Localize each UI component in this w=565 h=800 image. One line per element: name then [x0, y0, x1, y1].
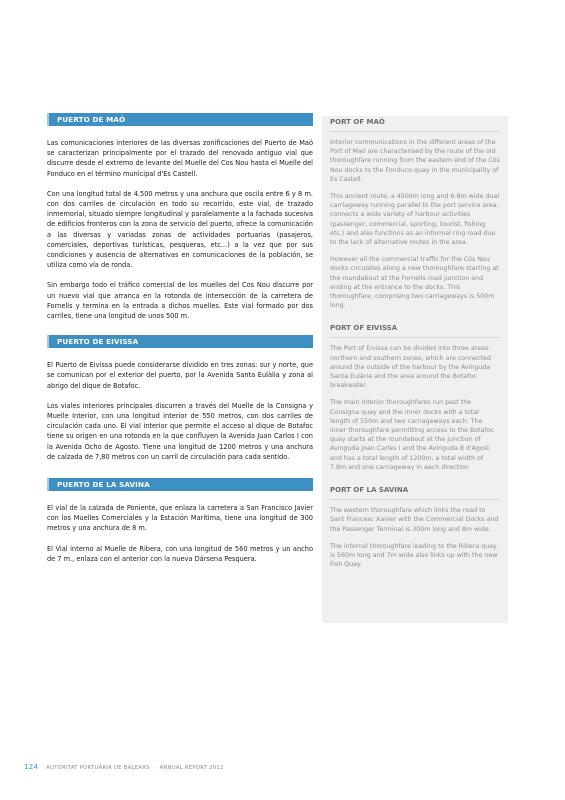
spanish-column	[47, 113, 313, 574]
paragraph: This ancient route, a 4500m long and 6-8m wide dual carriageway running parallel to the port service area, connects a wide variety of harbour activities (passenger, commercial, sporting, tourist, fishing etc.) and also functions as an informal ring road due to the lack of alternative routes in the area.	[330, 193, 500, 247]
paragraph: The internal thoroughfare leading to the Ribera quay is 560m long and 7m wide also links up with the new Fish Quay.	[330, 542, 498, 569]
section-heading-eivissa-en: PORT OF EIVISSA	[330, 322, 500, 338]
paragraph: Con una longitud total de 4.500 metros y una anchura que oscila entre 6 y 8 m. con dos carriles de circulación en todo su recorrido, este vial, de trazado inmemorial, situado siempre longitudinal y paralelamente a la fachada sucesiva de edificios fronteros con la zona de servicio del puerto, ofrece la comunicación a las diversas y variadas zonas de actividades portuarias (pasajeros, comerciales, deportivas turísticas, pesqueras, etc...) a la vez que por sus condiciones y ausencia de alternativas en comunicaciones de la población, se utiliza como vía de ronda.	[47, 189, 313, 270]
page-number: 124	[24, 763, 39, 771]
paragraph: The Port of Eivissa can be divided into three areas: northern and southern zones, which are connected around the outside of the harbour by the Avinguda Santa Eulària and the area around the Botafoc breakwater.	[330, 345, 491, 390]
paragraph: The western thoroughfare which links the road to Sant Francesc Xavier with the Commercial Docks and the Passenger Terminal is 300m long and 8m wide.	[330, 507, 499, 533]
section-heading-savina-es: PUERTO DE LA SAVINA	[47, 478, 313, 491]
paragraph: El vial de la calzada de Poniente, que enlaza la carretera a San Francisco Javier con los Muelles Comerciales y la Estación Marítima, tiene una longitud de 300 metros y una anchura de 8 m.	[47, 504, 313, 533]
paragraph: El Puerto de Eivissa puede considerarse dividido en tres zonas: sur y norte, que se comunican por el exterior del puerto, por la Avenida Santa Eulàlia y zona al abrigo del dique de Botafoc.	[47, 361, 313, 390]
paragraph: Interior communications in the different areas of the Port of Maó are characterised by the route of the old thoroughfare running from the eastern end of the Cós Nou docks to the Fonduco quay in the municipality of Es Castell.	[330, 139, 500, 183]
section-heading-savina-en: PORT OF LA SAVINA	[330, 484, 500, 500]
page-footer	[24, 763, 224, 771]
footer-separator: ·	[153, 765, 156, 771]
report-title: ANNUAL REPORT 2012	[159, 765, 224, 771]
section-heading-eivissa-es: PUERTO DE EIVISSA	[47, 335, 313, 348]
paragraph: Las comunicaciones interiores de las diversas zonificaciones del Puerto de Maó se caracterizan principalmente por el trazado del renovado antiguo vial que discurre desde el extremo de levante del Muelle del Cos Nou hasta el Muelle del Fonduco en el término municipal d'Es Castell.	[47, 139, 313, 178]
paragraph: Los viales interiores principales discurren a través del Muelle de la Consigna y Muelle Interior, con una longitud interior de 550 metros, con dos carriles de circulación cada uno. El vial interior que permite el acceso al dique de Botafoc tiene su origen en una rotonda en la que confluyen la Avenida Juan Carlos I con la Avenida Ocho de Agosto. Tiene una longitud de 1200 metros y una anchura de calzada de 7,80 metros con un carril de circulación para cada sentido.	[47, 401, 313, 461]
section-heading-mao-en: PORT OF MAÓ	[330, 116, 500, 132]
paragraph: However all the commercial traffic for the Cós Nou docks circulates along a new thoroughfare starting at the roundabout at the Fornells road junction and ending at the entrance to the docks. This thoroughfare, comprising two carriageways is 500m long.	[330, 256, 499, 310]
section-heading-mao-es: PUERTO DE MAÓ	[47, 113, 313, 126]
english-column	[322, 116, 508, 623]
paragraph: The main interior thoroughfares run past the Consigna quay and the inner docks with a total length of 550m and two carriageways each. The inner thoroughfare permitting access to the Botafoc quay starts at the roundabout at the junction of Avinguda Joan Carles I and the Avinguda 8 d'Agost and has a total length of 1200m, a total width of 7.8m and one carriageway in each direction	[330, 399, 495, 471]
paragraph: El Vial interno al Muelle de Ribera, con una longitud de 560 metros y un ancho de 7 m., enlaza con el anterior con la nueva Dársena Pesquera.	[47, 544, 313, 563]
paragraph: Sin embargo todo el tráfico comercial de los muelles del Cos Nou discurre por un nuevo vial que arranca en la rotonda de intersección de la carretera de Fornells y termina en la entrada a dichos muelles. Este vial formado por dos carriles, tiene una longitud de unos 500 m.	[47, 281, 313, 321]
publisher-name: AUTORITAT PORTUÀRIA DE BALEARS	[46, 765, 150, 771]
